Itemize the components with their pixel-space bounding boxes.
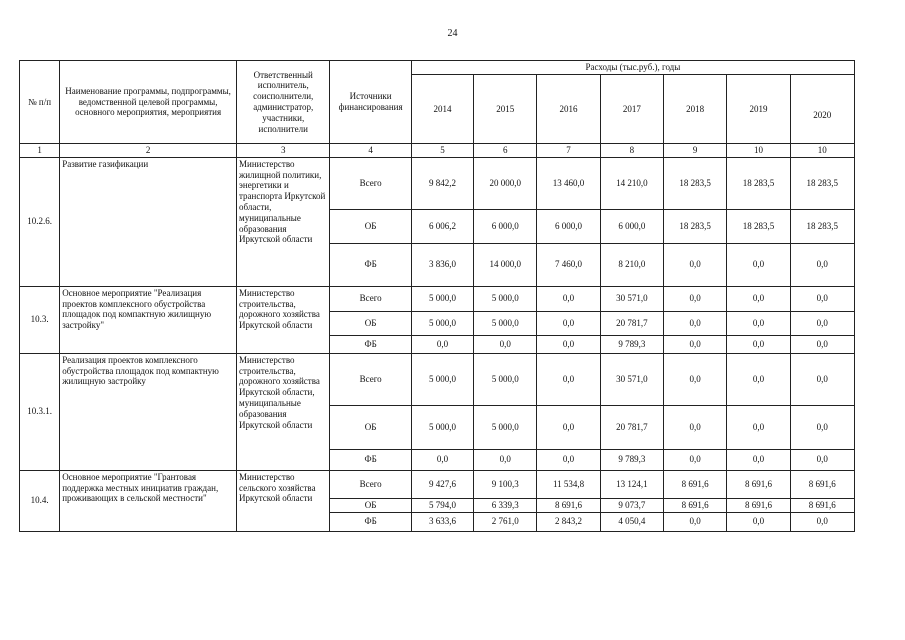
value-cell: 7 460,0 [537,243,600,286]
value-cell: 18 283,5 [727,157,790,209]
value-cell: 0,0 [664,286,727,311]
index-cell: 6 [474,144,537,158]
index-cell: 4 [330,144,411,158]
value-cell: 9 789,3 [600,335,663,353]
value-cell: 0,0 [474,449,537,470]
value-cell: 5 000,0 [411,311,473,335]
header-year: 2019 [727,75,790,144]
value-cell: 11 534,8 [537,470,600,498]
value-cell: 6 000,0 [474,209,537,243]
header-program-name: Наименование программы, подпрограммы, ведомственной целевой программы, основного мероприятия, мероприятия [60,61,237,144]
value-cell: 5 000,0 [411,405,473,449]
value-cell: 8 691,6 [727,470,790,498]
index-cell: 10 [727,144,790,158]
value-cell: 5 794,0 [411,498,473,512]
index-cell: 3 [237,144,330,158]
value-cell: 8 691,6 [727,498,790,512]
value-cell: 0,0 [727,335,790,353]
value-cell: 5 000,0 [411,286,473,311]
value-cell: 0,0 [727,311,790,335]
section-executor: Министерство жилищной политики, энергетики и транспорта Иркутской области, муниципальные образования Иркутской области [237,157,330,286]
source-cell: ОБ [330,498,411,512]
value-cell: 8 691,6 [790,498,854,512]
section-name: Основное мероприятие "Реализация проектов комплексного обустройства площадок под компактную жилищную застройку" [60,286,237,353]
source-cell: ФБ [330,243,411,286]
section-number: 10.3.1. [20,353,60,470]
value-cell: 0,0 [727,286,790,311]
value-cell: 8 691,6 [664,470,727,498]
value-cell: 6 339,3 [474,498,537,512]
value-cell: 0,0 [664,353,727,405]
source-cell: ФБ [330,335,411,353]
page-number: 24 [447,28,458,39]
section-executor: Министерство строительства, дорожного хозяйства Иркутской области [237,286,330,353]
section-number: 10.4. [20,470,60,531]
index-cell: 8 [600,144,663,158]
value-cell: 4 050,4 [600,512,663,531]
source-cell: ФБ [330,449,411,470]
value-cell: 6 006,2 [411,209,473,243]
value-cell: 9 842,2 [411,157,473,209]
value-cell: 18 283,5 [664,209,727,243]
section-executor: Министерство строительства, дорожного хозяйства Иркутской области, муниципальные образования Иркутской области [237,353,330,470]
value-cell: 0,0 [664,311,727,335]
value-cell: 8 691,6 [537,498,600,512]
value-cell: 18 283,5 [790,157,854,209]
source-cell: Всего [330,470,411,498]
value-cell: 5 000,0 [411,353,473,405]
value-cell: 0,0 [411,449,473,470]
table-row [20,286,855,311]
value-cell: 5 000,0 [474,353,537,405]
header-expenses: Расходы (тыс.руб.), годы [411,61,854,75]
value-cell: 9 789,3 [600,449,663,470]
table-row [20,470,855,498]
index-cell: 1 [20,144,60,158]
value-cell: 0,0 [537,353,600,405]
header-year: 2018 [664,75,727,144]
value-cell: 0,0 [727,512,790,531]
value-cell: 3 633,6 [411,512,473,531]
header-source: Источники финансирования [330,61,411,144]
value-cell: 0,0 [664,512,727,531]
value-cell: 0,0 [790,243,854,286]
value-cell: 0,0 [727,405,790,449]
source-cell: ОБ [330,209,411,243]
value-cell: 0,0 [411,335,473,353]
source-cell: ОБ [330,405,411,449]
value-cell: 0,0 [727,449,790,470]
value-cell: 30 571,0 [600,353,663,405]
value-cell: 13 460,0 [537,157,600,209]
index-cell: 10 [790,144,854,158]
value-cell: 0,0 [537,405,600,449]
index-cell: 7 [537,144,600,158]
value-cell: 14 210,0 [600,157,663,209]
value-cell: 0,0 [790,286,854,311]
header-year: 2017 [600,75,663,144]
value-cell: 6 000,0 [600,209,663,243]
source-cell: ФБ [330,512,411,531]
section-number: 10.2.6. [20,157,60,286]
table-row [20,157,855,209]
value-cell: 8 210,0 [600,243,663,286]
value-cell: 2 843,2 [537,512,600,531]
value-cell: 0,0 [664,243,727,286]
source-cell: Всего [330,157,411,209]
table-row [20,353,855,405]
value-cell: 0,0 [790,311,854,335]
value-cell: 13 124,1 [600,470,663,498]
value-cell: 0,0 [664,405,727,449]
value-cell: 18 283,5 [790,209,854,243]
index-cell: 5 [411,144,473,158]
value-cell: 20 781,7 [600,405,663,449]
value-cell: 3 836,0 [411,243,473,286]
index-cell: 2 [60,144,237,158]
value-cell: 0,0 [537,286,600,311]
header-executor: Ответственный исполнитель, соисполнители, администратор, участники, исполнители [237,61,330,144]
source-cell: Всего [330,286,411,311]
value-cell: 0,0 [474,335,537,353]
value-cell: 18 283,5 [664,157,727,209]
value-cell: 8 691,6 [664,498,727,512]
value-cell: 30 571,0 [600,286,663,311]
value-cell: 9 427,6 [411,470,473,498]
value-cell: 0,0 [790,449,854,470]
value-cell: 0,0 [790,353,854,405]
section-name: Основное мероприятие "Грантовая поддержка местных инициатив граждан, проживающих в сельской местности" [60,470,237,531]
value-cell: 0,0 [790,335,854,353]
value-cell: 8 691,6 [790,470,854,498]
value-cell: 0,0 [727,353,790,405]
value-cell: 2 761,0 [474,512,537,531]
value-cell: 9 100,3 [474,470,537,498]
value-cell: 0,0 [790,512,854,531]
section-executor: Министерство сельского хозяйства Иркутской области [237,470,330,531]
header-year: 2014 [411,75,473,144]
budget-table [19,60,855,532]
value-cell: 0,0 [537,311,600,335]
value-cell: 0,0 [537,449,600,470]
value-cell: 20 781,7 [600,311,663,335]
value-cell: 9 073,7 [600,498,663,512]
source-cell: ОБ [330,311,411,335]
value-cell: 0,0 [664,335,727,353]
value-cell: 0,0 [664,449,727,470]
value-cell: 0,0 [537,335,600,353]
value-cell: 6 000,0 [537,209,600,243]
header-number: № п/п [20,61,60,144]
header-year: 2020 [790,75,854,144]
value-cell: 20 000,0 [474,157,537,209]
value-cell: 0,0 [727,243,790,286]
section-number: 10.3. [20,286,60,353]
header-year: 2015 [474,75,537,144]
section-name: Развитие газификации [60,157,237,286]
header-year: 2016 [537,75,600,144]
value-cell: 14 000,0 [474,243,537,286]
source-cell: Всего [330,353,411,405]
value-cell: 0,0 [790,405,854,449]
index-cell: 9 [664,144,727,158]
value-cell: 18 283,5 [727,209,790,243]
section-name: Реализация проектов комплексного обустройства площадок под компактную жилищную застройку [60,353,237,470]
value-cell: 5 000,0 [474,311,537,335]
value-cell: 5 000,0 [474,405,537,449]
value-cell: 5 000,0 [474,286,537,311]
